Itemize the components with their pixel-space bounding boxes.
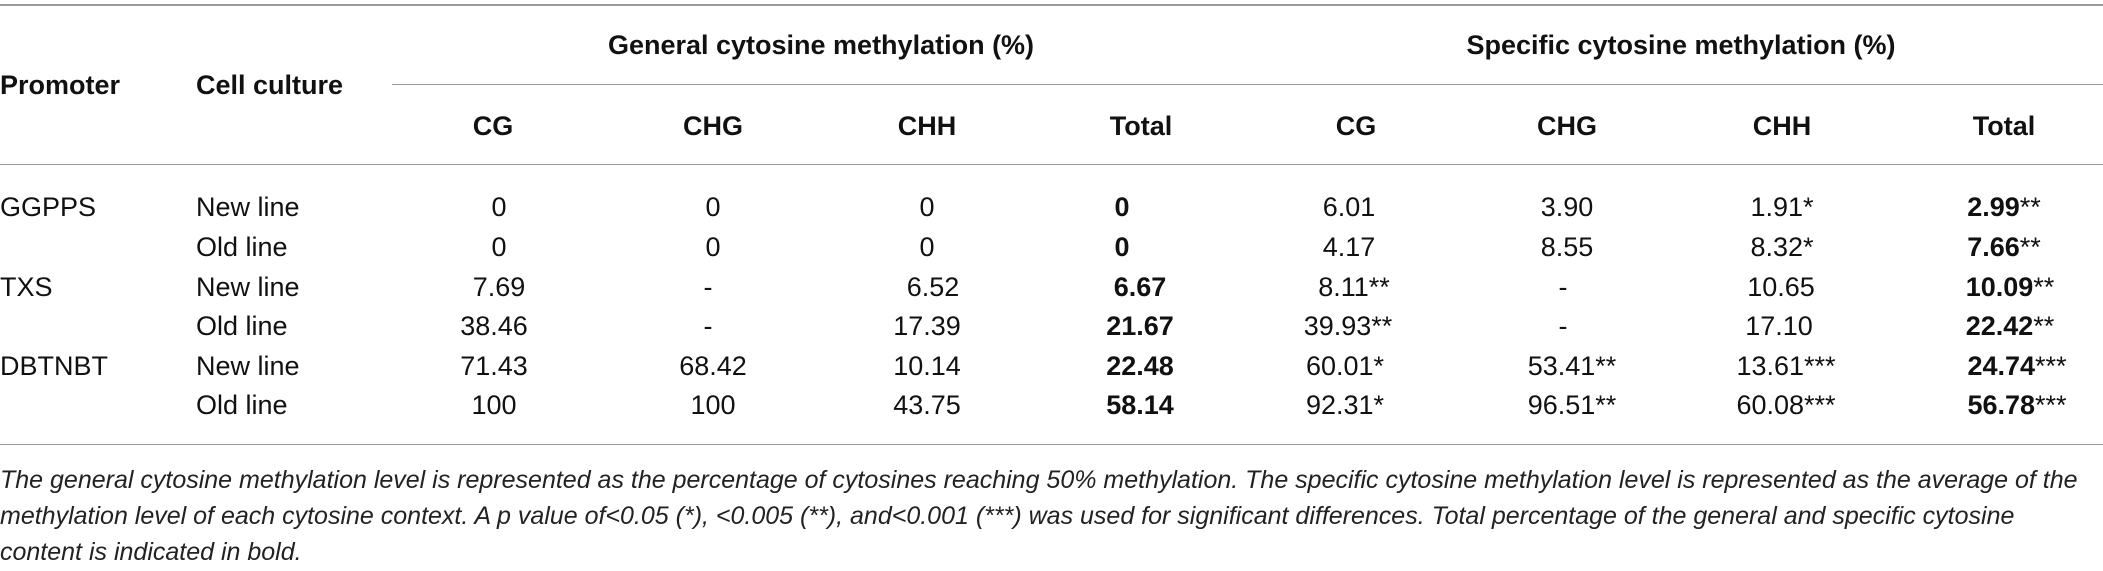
row-culture: Old line	[196, 311, 288, 341]
row-culture: Old line	[196, 390, 288, 420]
cell-specific-chh: 1.91*	[1750, 192, 1814, 222]
row-promoter: GGPPS	[0, 192, 97, 222]
top-rule	[0, 4, 2103, 6]
cell-specific-chh: 8.32*	[1750, 232, 1814, 262]
header-general-group: General cytosine methylation (%)	[607, 30, 1035, 60]
cell-general-cg: 100	[471, 390, 517, 420]
cell-specific-chh: 10.65	[1747, 272, 1815, 302]
cell-general-chh: 17.39	[893, 311, 961, 341]
row-culture: Old line	[196, 232, 288, 262]
cell-general-cg: 71.43	[460, 351, 528, 381]
cell-general-chg: 0	[705, 192, 721, 222]
cell-general-chh: 0	[919, 192, 935, 222]
row-culture: New line	[196, 192, 300, 222]
row-promoter: DBTNBT	[0, 351, 108, 381]
cell-general-total: 0	[1114, 192, 1130, 222]
cell-specific-total: 10.09**	[1965, 272, 2055, 302]
cell-general-chg: 0	[705, 232, 721, 262]
cell-general-total: 22.48	[1106, 351, 1174, 381]
table-caption: The general cytosine methylation level is represented as the percentage of cytosines reaching 50% methylation. The specific cytosine methylation level is represented as the average of the methylation level of each cytosine context. A p value of<0.05 (*), <0.005 (**), and<0.001 (***) was used for significant differences. Total percentage of the general and specific cytosine content is indicated in bold.	[0, 466, 2078, 566]
cell-general-cg: 7.69	[472, 272, 526, 302]
cell-specific-chg: -	[1558, 311, 1568, 341]
cell-general-chh: 0	[919, 232, 935, 262]
cell-general-chg: -	[703, 272, 713, 302]
header-promoter: Promoter	[0, 70, 121, 100]
header-cell-culture: Cell culture	[196, 70, 344, 100]
header-general-total: Total	[1109, 111, 1173, 141]
cell-specific-cg: 92.31*	[1305, 390, 1385, 420]
group-underline	[392, 84, 2103, 85]
row-culture: New line	[196, 351, 300, 381]
cell-specific-cg: 60.01*	[1305, 351, 1385, 381]
cell-specific-chg: -	[1558, 272, 1568, 302]
header-specific-total: Total	[1972, 111, 2036, 141]
cell-general-chg: 100	[690, 390, 736, 420]
cell-specific-chh: 17.10	[1745, 311, 1813, 341]
cell-specific-chh: 60.08***	[1736, 390, 1836, 420]
cell-specific-cg: 8.11**	[1318, 272, 1390, 302]
cell-specific-cg: 4.17	[1322, 232, 1376, 262]
cell-general-chh: 10.14	[893, 351, 961, 381]
cell-specific-cg: 39.93**	[1303, 311, 1393, 341]
header-general-chh: CHH	[897, 111, 957, 141]
cell-general-cg: 38.46	[460, 311, 528, 341]
cell-general-chh: 6.52	[906, 272, 960, 302]
cell-specific-total: 22.42**	[1965, 311, 2055, 341]
header-general-chg: CHG	[683, 111, 743, 141]
cell-general-chg: -	[703, 311, 713, 341]
cell-general-total: 6.67	[1113, 272, 1167, 302]
cell-general-total: 58.14	[1106, 390, 1174, 420]
cell-general-total: 21.67	[1106, 311, 1174, 341]
cell-specific-total: 7.66**	[1967, 232, 2041, 262]
cell-general-chh: 43.75	[893, 390, 961, 420]
cell-specific-cg: 6.01	[1322, 192, 1376, 222]
cell-specific-chh: 13.61***	[1736, 351, 1836, 381]
header-rule	[0, 164, 2103, 165]
cell-specific-chg: 96.51**	[1527, 390, 1617, 420]
cell-general-cg: 0	[491, 232, 507, 262]
cell-specific-total: 24.74***	[1967, 351, 2067, 381]
row-promoter: TXS	[0, 272, 53, 302]
cell-specific-chg: 53.41**	[1527, 351, 1617, 381]
bottom-rule	[0, 444, 2103, 445]
header-specific-cg: CG	[1335, 111, 1377, 141]
header-specific-chg: CHG	[1537, 111, 1597, 141]
header-specific-chh: CHH	[1752, 111, 1812, 141]
cell-general-chg: 68.42	[679, 351, 747, 381]
cell-specific-chg: 3.90	[1540, 192, 1594, 222]
cell-specific-chg: 8.55	[1540, 232, 1594, 262]
cell-specific-total: 2.99**	[1967, 192, 2041, 222]
row-culture: New line	[196, 272, 300, 302]
cell-specific-total: 56.78***	[1967, 390, 2067, 420]
header-specific-group: Specific cytosine methylation (%)	[1466, 30, 1896, 60]
cell-general-total: 0	[1114, 232, 1130, 262]
cell-general-cg: 0	[491, 192, 507, 222]
header-general-cg: CG	[472, 111, 514, 141]
